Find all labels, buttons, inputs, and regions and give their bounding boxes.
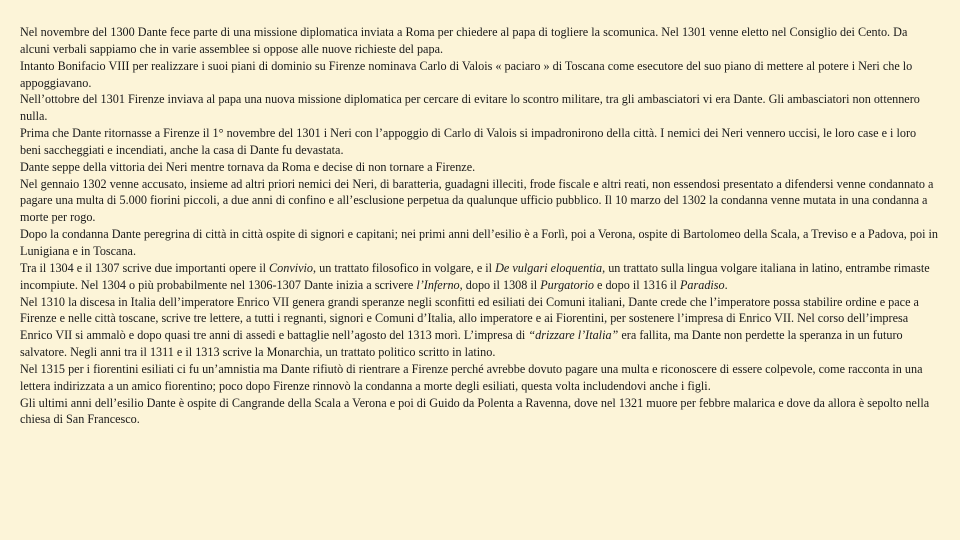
italic-title: “drizzare l’Italia” — [528, 328, 619, 343]
paragraph-text: Nel gennaio 1302 venne accusato, insieme ad altri priori nemici dei Neri, di baratteria, guadagni illeciti, frode fiscale e altri reati, non essendosi presentato a difendersi venne condannato a pagare una multa di 5.000 fiorini piccoli, a due anni di confino e all’esclusione perpetua da qualunque ufficio pubblico. Il 10 marzo del 1302 la condanna venne mutata in una condanna a morte per rogo. — [20, 176, 934, 225]
paragraph-text: Nel 1315 per i fiorentini esiliati ci fu un’amnistia ma Dante rifiutò di rientrare a Firenze perché avrebbe dovuto pagare una multa e riconoscere di essere colpevole, come racconta in una lettera indirizzata a un amico fiorentino; poco dopo Firenze rinnovò la condanna a morte degli esiliati, questa volta includendovi anche i figli. — [20, 361, 923, 393]
paragraph-text: . — [724, 277, 728, 292]
paragraph-text: Prima che Dante ritornasse a Firenze il 1° novembre del 1301 i Neri con l’appoggio di Carlo di Valois si impadronirono della città. I nemici dei Neri vennero uccisi, le loro case e i loro beni saccheggiati e incendiati, anche la casa di Dante fu devastata. — [20, 126, 917, 157]
italic-title: Paradiso — [679, 277, 725, 292]
paragraph-text: , un trattato sulla lingua volgare italiana in latino, entrambe rimaste incompiute. Nel 1304 o più probabilmente nel 1306-1307 Dante inizia a scrivere — [20, 260, 930, 292]
paragraph — [20, 125, 940, 159]
slide-text-body — [20, 24, 940, 428]
paragraph-text: , un trattato filosofico in volgare, e il — [313, 260, 496, 275]
paragraph-text: Nel novembre del 1300 Dante fece parte di una missione diplomatica inviata a Roma per chiedere al papa di togliere la scomunica. Nel 1301 venne eletto nel Consiglio dei Cento. Da alcuni verbali sappiamo che in varie assemblee si oppose alle nuove richieste del papa. — [20, 25, 908, 56]
paragraph — [20, 176, 940, 227]
paragraph — [20, 91, 940, 125]
paragraph-text: Dante seppe della vittoria dei Neri mentre tornava da Roma e decise di non tornare a Firenze. — [20, 159, 476, 174]
italic-title: l’Inferno — [416, 277, 460, 292]
paragraph — [20, 159, 940, 176]
paragraph-text: Tra il 1304 e il 1307 scrive due importanti opere il — [20, 260, 270, 275]
paragraph-text: Gli ultimi anni dell’esilio Dante è ospite di Cangrande della Scala a Verona e poi di Guido da Polenta a Ravenna, dove nel 1321 muore per febbre malarica e dove da allora è sepolto nella chiesa di San Francesco. — [20, 395, 930, 427]
paragraph-text: era fallita, ma Dante non perdette la speranza in un futuro salvatore. Negli anni tra il 1311 e il 1313 scrive la Monarchia, un trattato politico scritto in latino. — [20, 328, 903, 360]
italic-title: De vulgari eloquentia — [495, 260, 603, 275]
paragraph-text: Intanto Bonifacio VIII per realizzare i suoi piani di dominio su Firenze nominava Carlo di Valois « paciaro » di Toscana come esecutore del suo piano di mettere al potere i Neri che lo appoggiavano. — [20, 58, 913, 90]
paragraph-text: Nell’ottobre del 1301 Firenze inviava al papa una nuova missione diplomatica per cercare di evitare lo scontro militare, tra gli ambasciatori vi era Dante. Gli ambasciatori non ottennero nulla. — [20, 92, 920, 124]
paragraph-text: , dopo il 1308 il — [459, 277, 541, 292]
italic-title: Convivio — [269, 260, 314, 275]
paragraph — [20, 58, 940, 92]
paragraph — [20, 294, 940, 361]
paragraph — [20, 395, 940, 429]
paragraph — [20, 24, 940, 58]
paragraph — [20, 361, 940, 395]
paragraph-text: Nel 1310 la discesa in Italia dell’imperatore Enrico VII genera grandi speranze negli sconfitti ed esiliati dei Comuni italiani, Dante crede che l’imperatore possa stabilire ordine e pace a Firenze e nelle città toscane, scrive tre lettere, a tutti i regnanti, signori e Comuni d’Italia, allo imperatore e ai Fiorentini, per sostenere l’impresa di Enrico VII. Nel corso dell’impresa Enrico VII si ammalò e dopo quasi tre anni di assedi e battaglie nell’agosto del 1313 morì. L’impresa di — [20, 294, 919, 343]
italic-title: Purgatorio — [540, 277, 594, 292]
paragraph-text: Dopo la condanna Dante peregrina di città in città ospite di signori e capitani; nei primi anni dell’esilio è a Forlì, poi a Verona, ospite di Bartolomeo della Scala, a Treviso e a Padova, poi in Lunigiana e in Toscana. — [20, 227, 939, 258]
paragraph — [20, 260, 940, 294]
paragraph-text: e dopo il 1316 il — [593, 277, 680, 292]
paragraph — [20, 226, 940, 260]
